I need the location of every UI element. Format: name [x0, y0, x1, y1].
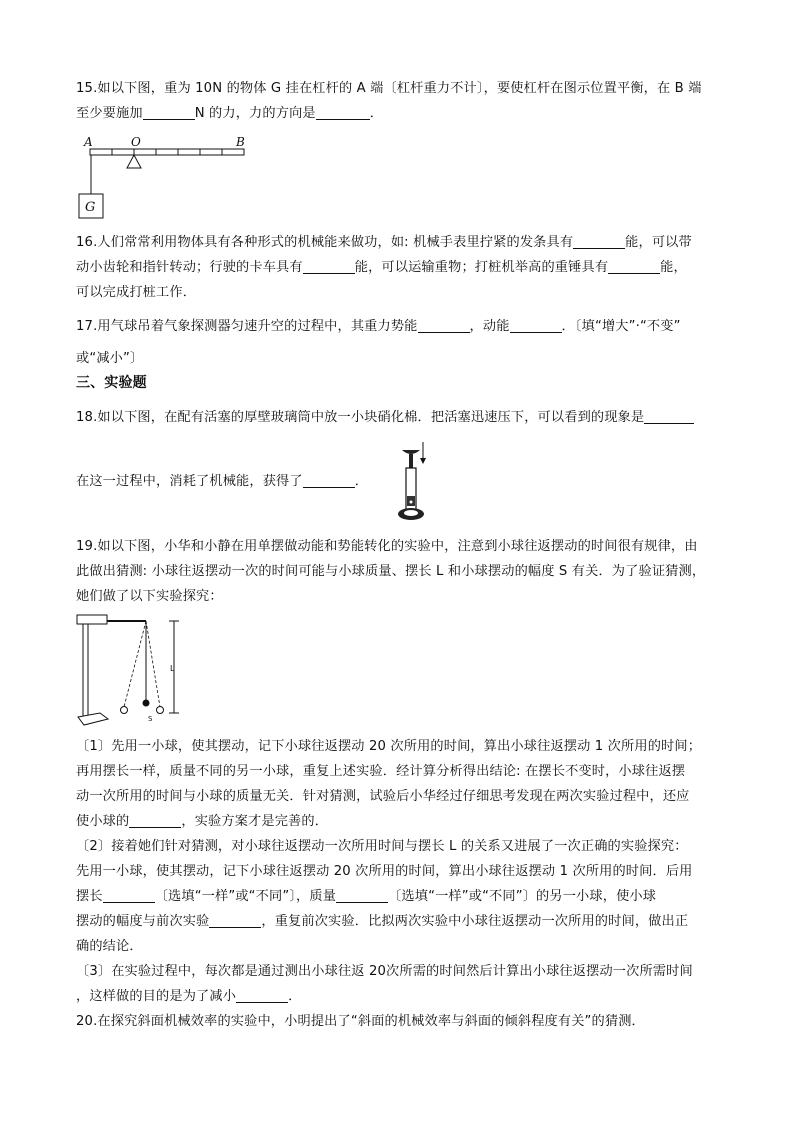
answer-blank[interactable]: [303, 259, 355, 274]
q19-p1-line-1: 〔1〕先用一小球，使其摆动，记下小球往返摆动 20 次所用的时间，算出小球往返摆动 1 次所用的时间；: [76, 739, 702, 754]
answer-blank[interactable]: [336, 888, 388, 903]
q19-line-2: 此做出猜测: 小球往返摆动一次的时间可能与小球质量、摆长 L 和小球摆动的幅度 S 有关．为了验证猜测，: [76, 564, 706, 579]
q19-p1-line-2: 再用摆长一样，质量不同的另一小球，重复上述实验．经计算分析得出结论: 在摆长不变时，小球往返摆: [76, 764, 686, 779]
q19-text-p2d: 摆动的幅度与前次实验: [76, 914, 210, 929]
answer-blank[interactable]: [316, 105, 370, 120]
lever-label-o: O: [131, 135, 141, 149]
answer-blank[interactable]: [103, 888, 155, 903]
q19-p2-line-1: 〔2〕接着她们针对猜测，对小球往返摆动一次所用时间与摆长 L 的关系又进展了一次正确的实验探究：: [76, 839, 688, 854]
q19-text-p2b: 〔选填“一样”或“不同”〕，质量: [154, 889, 337, 904]
lever-label-b: B: [236, 135, 245, 149]
pendulum-label-l: L: [170, 664, 175, 673]
q19-p1-line-3: 动一次所用的时间与小球的质量无关．针对猜测，试验后小华经过仔细思考发现在两次实验过程中，还应: [76, 789, 690, 804]
q19-p3-line-1: 〔3〕在实验过程中，每次都是通过测出小球往返 20次所需的时间然后计算出小球往返摆动一次所需时间: [76, 964, 693, 979]
q18-line-2: [76, 473, 368, 491]
answer-blank[interactable]: [418, 318, 470, 333]
q18-line-1: [76, 409, 694, 427]
answer-blank[interactable]: [608, 259, 660, 274]
pendulum-diagram: [74, 613, 190, 729]
fulcrum-triangle: [127, 155, 141, 168]
q18-text-a: 18.如以下图，在配有活塞的厚壁玻璃筒中放一小块硝化棉．把活塞迅速压下，可以看到的现象是: [76, 410, 645, 425]
q16-line-2: [76, 259, 687, 277]
q19-text-p3a: ，这样做的目的是为了减小: [76, 989, 237, 1004]
q16-line-1: [76, 234, 692, 252]
q19-p3-line-2: [76, 988, 301, 1006]
q19-line-1: 19.如以下图，小华和小静在用单摆做动能和势能转化的实验中，注意到小球往返摆动的时间很有规律，由: [76, 539, 698, 554]
q19-p2-line-3: [76, 888, 656, 906]
q15-text-b: N 的力，力的方向是: [194, 106, 316, 121]
q17-text-a: 17.用气球吊着气象探测器匀速升空的过程中，其重力势能: [76, 319, 418, 334]
section-heading: 三、实验题: [76, 375, 147, 391]
q19-text-p2a: 摆长: [76, 889, 103, 904]
q19-text-p3b: ．: [288, 989, 302, 1004]
q19-p2-line-4: [76, 913, 688, 931]
q19-text-p1b: ，实验方案才是完善的．: [181, 814, 329, 829]
q17-text-b: ，动能: [469, 319, 510, 334]
answer-blank[interactable]: [129, 813, 181, 828]
q16-line-3: 可以完成打桩工作．: [76, 285, 197, 300]
q19-text-p1a: 使小球的: [76, 814, 130, 829]
q19-p2-line-5: 确的结论．: [76, 939, 143, 954]
q20-line-1: 20.在探究斜面机械效率的实验中，小明提出了“斜面的机械效率与斜面的倾斜程度有关”的猜测．: [76, 1014, 645, 1029]
weight-label-g: G: [85, 200, 96, 215]
q16-text-c: 动小齿轮和指针转动；行驶的卡车具有: [76, 260, 303, 275]
lever-bar: [90, 149, 244, 155]
lever-diagram: [76, 134, 256, 224]
q19-text-p2c: 〔选填“一样”或“不同”〕的另一小球，使小球: [388, 889, 657, 904]
q16-text-b: 能，可以带: [625, 235, 692, 250]
q19-p1-line-4: [76, 813, 328, 831]
q16-text-d: 能，可以运输重物；打桩机举高的重锤具有: [354, 260, 609, 275]
answer-blank[interactable]: [143, 105, 195, 120]
glass-cylinder-icon: [396, 440, 436, 524]
answer-blank[interactable]: [644, 409, 694, 424]
q19-text-p2e: ，重复前次实验．比拟两次实验中小球往返摆动一次所用的时间，做出正: [261, 914, 689, 929]
q19-p2-line-2: 先用一小球，使其摆动，记下小球往返摆动 20 次所用的时间，算出小球往返摆动 1 次所用的时间．后用: [76, 864, 693, 879]
q18-text-c: ．: [354, 474, 369, 489]
q17-line-1: [76, 318, 681, 336]
q15-text-c: ．: [369, 106, 384, 121]
q15-text-a: 至少要施加: [76, 106, 143, 121]
answer-blank[interactable]: [510, 318, 562, 333]
q17-text-c: ．〔填“增大”·“不变”: [561, 319, 681, 334]
lever-label-a: A: [84, 135, 93, 149]
answer-blank[interactable]: [236, 988, 288, 1003]
answer-blank[interactable]: [209, 913, 261, 928]
q15-line-2: [76, 105, 383, 123]
q19-line-3: 她们做了以下实验探究：: [76, 589, 223, 604]
pendulum-label-s: S: [148, 715, 153, 723]
q17-line-2: 或“减小”〕: [76, 351, 144, 366]
q16-text-a: 16.人们常常利用物体具有各种形式的机械能来做功，如: 机械手表里拧紧的发条具有: [76, 235, 574, 250]
answer-blank[interactable]: [303, 473, 355, 488]
q18-text-b: 在这一过程中，消耗了机械能，获得了: [76, 474, 303, 489]
q16-text-e: 能，: [660, 260, 687, 275]
q15-line-1: 15.如以下图，重为 10N 的物体 G 挂在杠杆的 A 端〔杠杆重力不计〕，要使杠杆在图示位置平衡，在 B 端: [76, 81, 702, 96]
answer-blank[interactable]: [573, 234, 625, 249]
